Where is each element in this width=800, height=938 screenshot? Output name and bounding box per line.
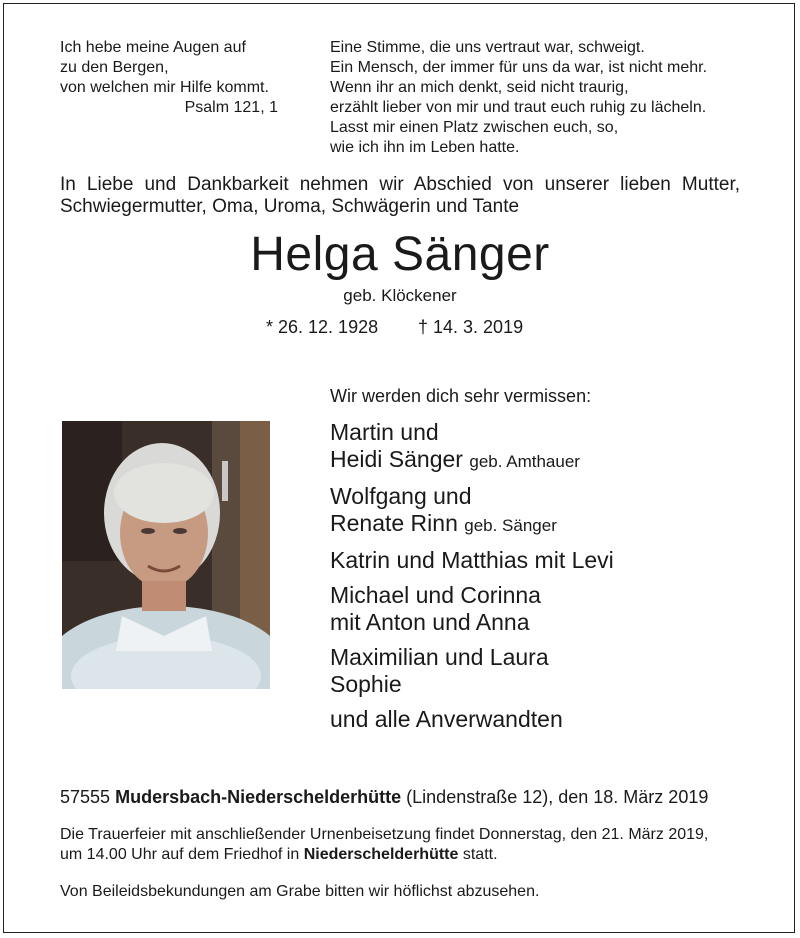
intro-line: In Liebe und Dankbarkeit nehmen wir Abschied von unserer lieben Mutter, — [60, 174, 740, 195]
mourner-line: Sophie — [330, 671, 402, 697]
death-date: † 14. 3. 2019 — [418, 317, 524, 337]
poem-line: Eine Stimme, die uns vertraut war, schweigt. — [330, 39, 645, 56]
poem-line: Wenn ihr an mich denkt, seid nicht traurig, — [330, 79, 629, 96]
mourner-group — [330, 483, 750, 539]
funeral-info — [60, 825, 760, 865]
mourner-note: geb. Amthauer — [469, 452, 580, 471]
mourner-group — [330, 706, 750, 733]
mourner-line: Maximilian und Laura — [330, 644, 549, 670]
intro-line: Schwiegermutter, Oma, Uroma, Schwägerin und Tante — [60, 196, 520, 217]
funeral-place: Niederschelderhütte — [303, 846, 459, 863]
psalm-line: zu den Bergen, — [60, 59, 169, 76]
mourner-line: Katrin und Matthias mit Levi — [330, 547, 614, 573]
mourner-name: Heidi Sänger — [330, 446, 463, 472]
funeral-line: Die Trauerfeier mit anschließender Urnenbeisetzung findet Donnerstag, den 21. März 2019, — [60, 826, 709, 843]
condolence-note: Von Beileidsbekundungen am Grabe bitten wir höflichst abzusehen. — [60, 883, 540, 900]
poem-line: erzählt lieber von mir und traut euch ruhig zu lächeln. — [330, 99, 707, 116]
intro-text — [60, 174, 740, 218]
mourner-line: Michael und Corinna — [330, 582, 541, 608]
psalm-quote — [60, 38, 280, 118]
birth-date: * 26. 12. 1928 — [266, 317, 379, 337]
address-rest: (Lindenstraße 12), den 18. März 2019 — [406, 787, 709, 807]
funeral-line — [60, 845, 760, 865]
poem — [330, 38, 770, 158]
deceased-name: Helga Sänger — [250, 228, 550, 281]
poem-line: Ein Mensch, der immer für uns da war, ist nicht mehr. — [330, 59, 708, 76]
mourner-line: und alle Anverwandten — [330, 706, 563, 732]
mourner-line: mit Anton und Anna — [330, 609, 530, 635]
mourner-group — [330, 582, 750, 636]
mourner-line: Martin und — [330, 419, 439, 445]
portrait-photo — [62, 421, 270, 689]
psalm-line: von welchen mir Hilfe kommt. — [60, 79, 269, 96]
poem-line: wie ich ihn im Leben hatte. — [330, 139, 520, 156]
address-zip: 57555 — [60, 787, 111, 807]
mourner-note: geb. Sänger — [464, 516, 557, 535]
poem-line: Lasst mir einen Platz zwischen euch, so, — [330, 119, 619, 136]
mourners-heading: Wir werden dich sehr vermissen: — [330, 386, 592, 406]
mourner-group — [330, 547, 750, 574]
mourner-line — [330, 446, 750, 475]
funeral-end: statt. — [462, 846, 498, 863]
funeral-time: um 14.00 Uhr auf dem Friedhof in — [60, 846, 300, 863]
mourners-list — [330, 419, 750, 733]
mourner-line — [330, 510, 750, 539]
address-line — [60, 786, 708, 808]
birth-name: geb. Klöckener — [343, 286, 457, 305]
mourner-group — [330, 419, 750, 475]
psalm-reference: Psalm 121, 1 — [184, 99, 278, 116]
psalm-line: Ich hebe meine Augen auf — [60, 39, 246, 56]
mourner-group — [330, 644, 750, 698]
mourner-name: Renate Rinn — [330, 510, 458, 536]
mourner-line: Wolfgang und — [330, 483, 472, 509]
address-town: Mudersbach-Niederschelderhütte — [115, 787, 402, 807]
